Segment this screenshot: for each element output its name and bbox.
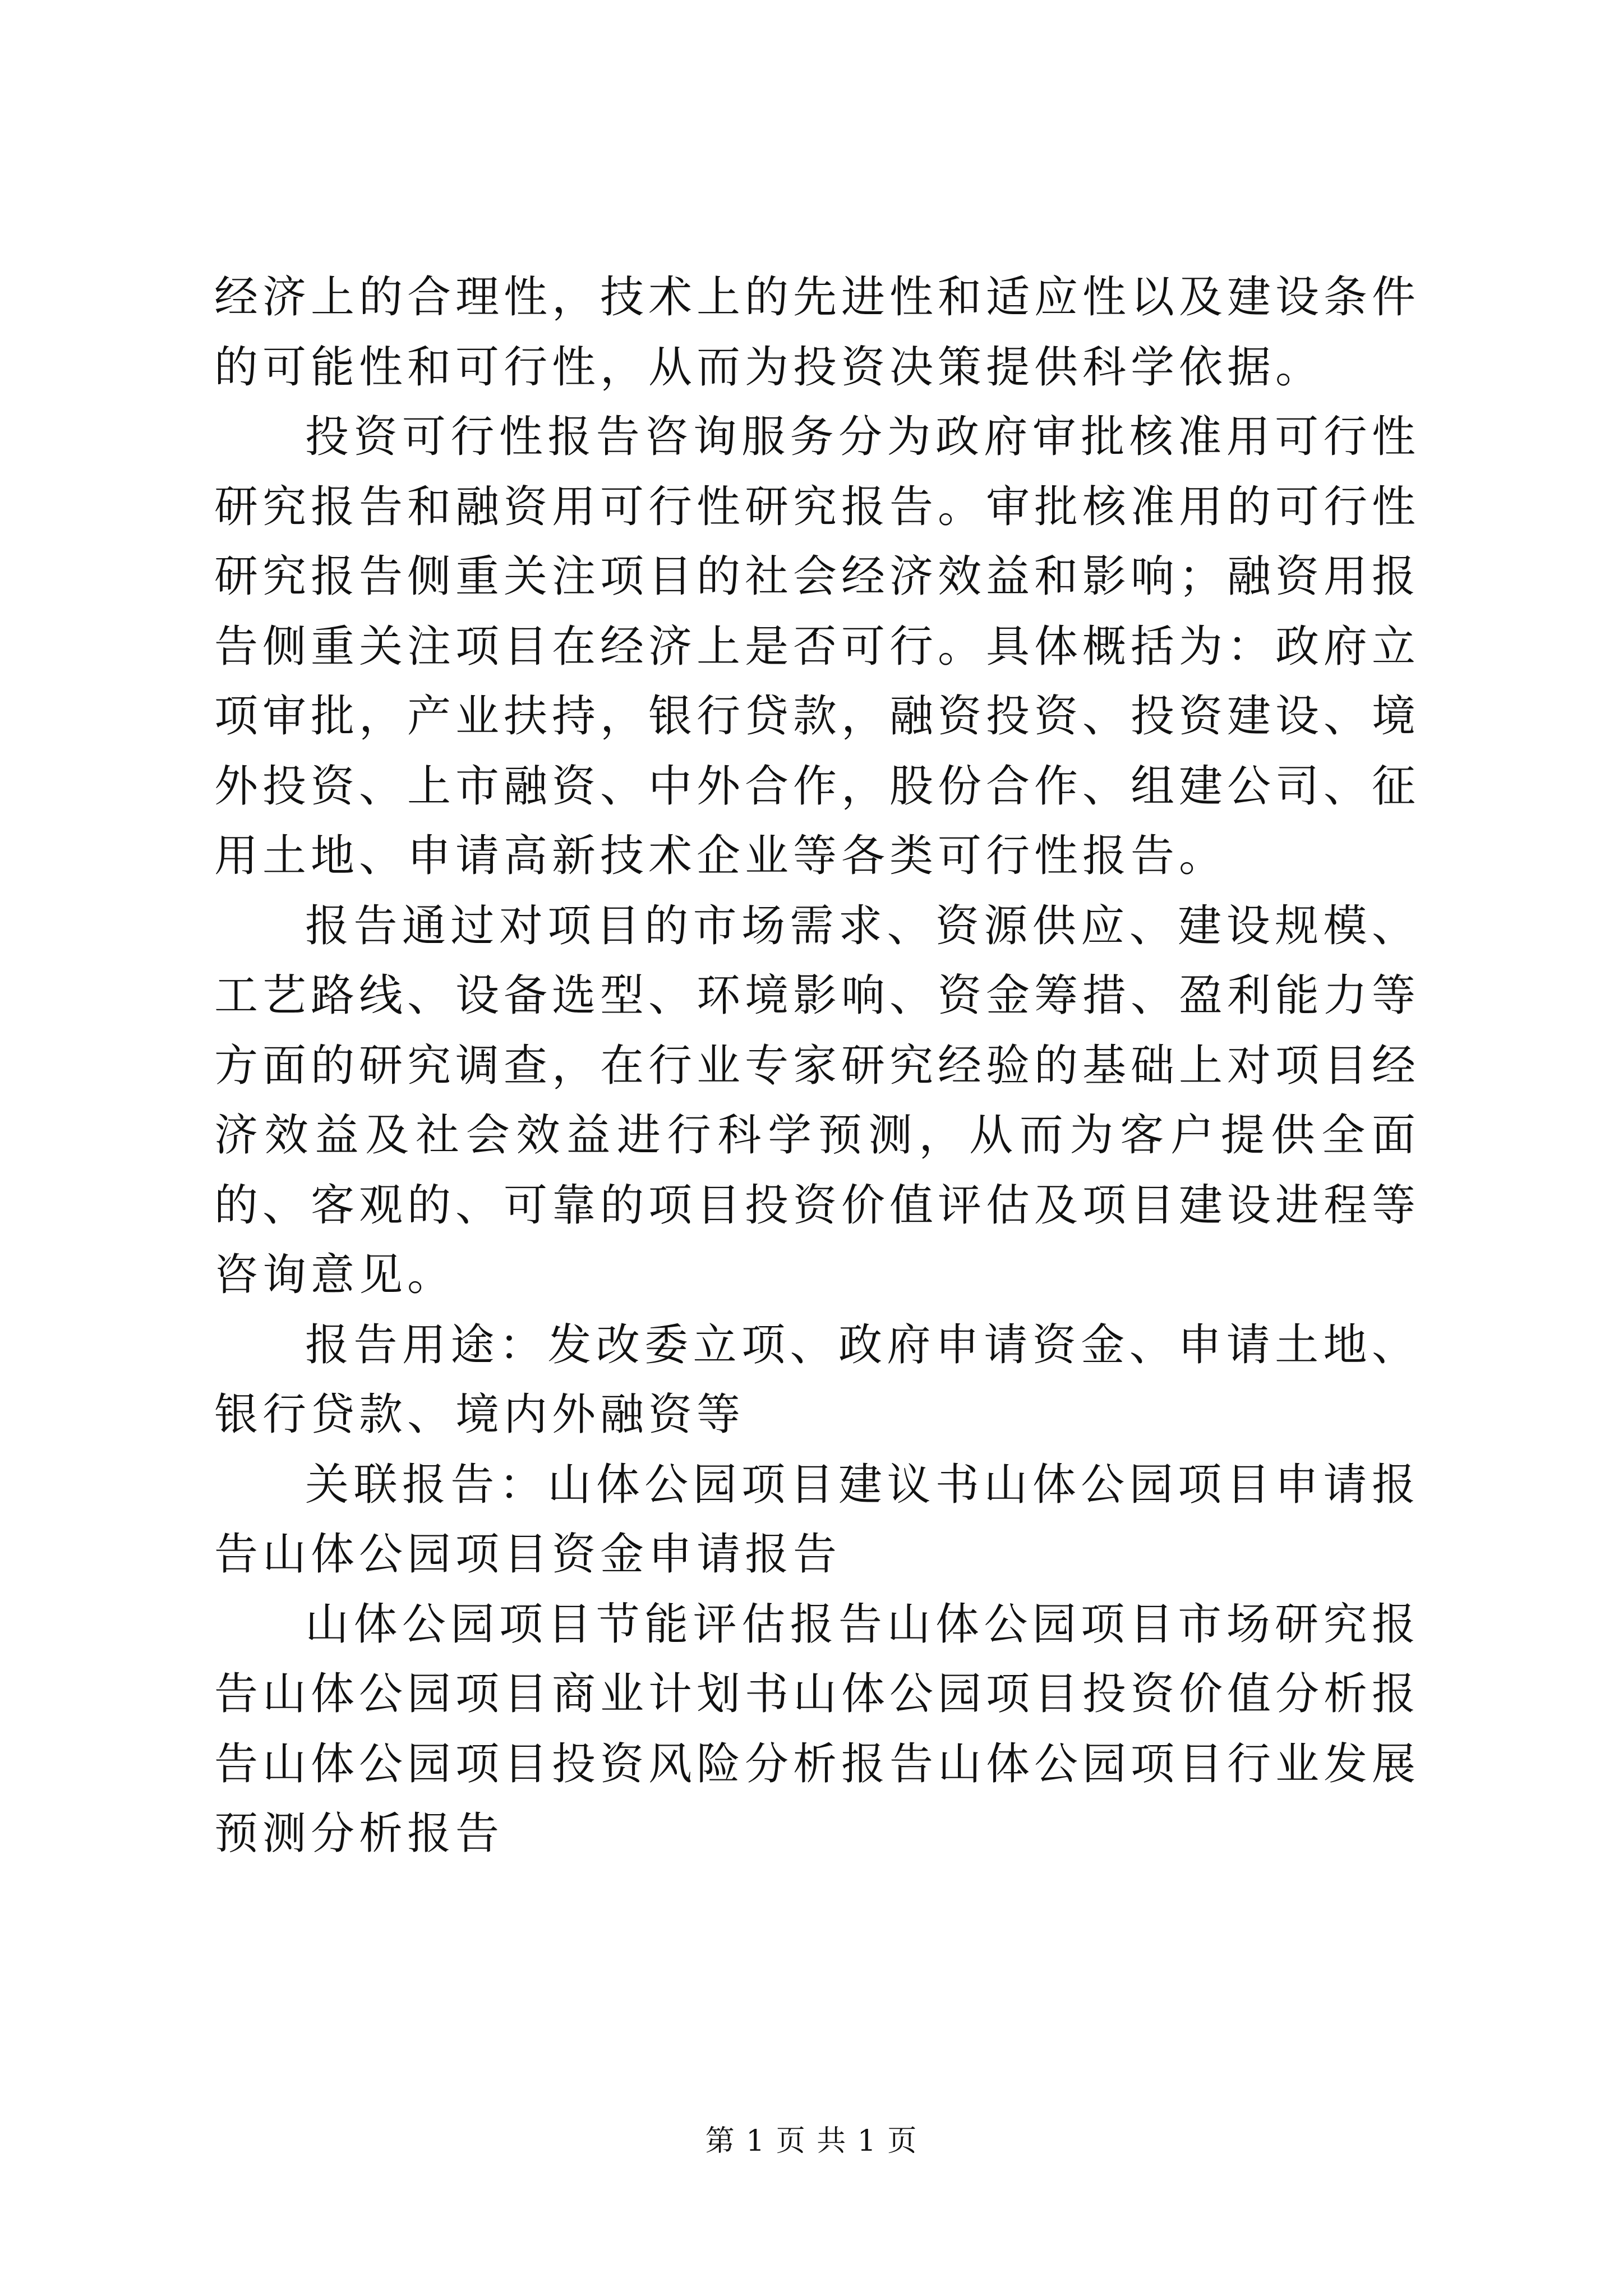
- document-body: [214, 263, 1420, 1869]
- paragraph-service-types: 投资可行性报告咨询服务分为政府审批核准用可行性研究报告和融资用可行性研究报告。审批核准用的可行性研究报告侧重关注项目的社会经济效益和影响；融资用报告侧重关注项目在经济上是否可行。具体概括为：政府立项审批，产业扶持，银行贷款，融资投资、投资建设、境外投资、上市融资、中外合作，股份合作、组建公司、征用土地、申请高新技术企业等各类可行性报告。: [214, 412, 1421, 881]
- paragraph-related-reports: 关联报告：山体公园项目建议书山体公园项目申请报告山体公园项目资金申请报告: [214, 1459, 1420, 1580]
- paragraph-report-research: 报告通过对项目的市场需求、资源供应、建设规模、工艺路线、设备选型、环境影响、资金筹措、盈利能力等方面的研究调查，在行业专家研究经验的基础上对项目经济效益及社会效益进行科学预测，从而为客户提供全面的、客观的、可靠的项目投资价值评估及项目建设进程等咨询意见。: [214, 900, 1421, 1300]
- page-footer: 第 1 页 共 1 页: [705, 2124, 918, 2158]
- paragraph-more-related-reports: 山体公园项目节能评估报告山体公园项目市场研究报告山体公园项目商业计划书山体公园项目投资价值分析报告山体公园项目投资风险分析报告山体公园项目行业发展预测分析报告: [214, 1599, 1421, 1859]
- paragraph-report-usage: 报告用途：发改委立项、政府申请资金、申请土地、银行贷款、境内外融资等: [214, 1319, 1420, 1440]
- paragraph-continuation: 经济上的合理性，技术上的先进性和适应性以及建设条件的可能性和可行性，从而为投资决策提供科学依据。: [214, 272, 1421, 393]
